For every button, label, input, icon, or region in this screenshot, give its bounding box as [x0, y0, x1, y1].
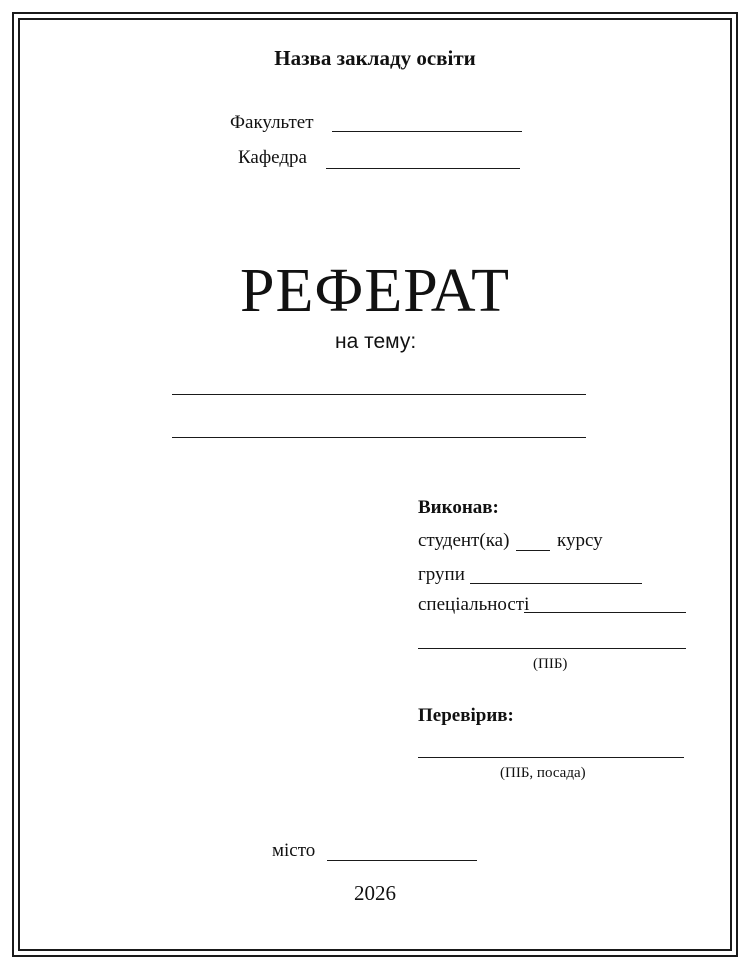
subject-blank-line-2 [172, 437, 586, 438]
performer-name-line [418, 648, 686, 649]
subject-label: на тему: [335, 330, 417, 353]
subject-blank-line-1 [172, 394, 586, 395]
performer-name-caption: (ПІБ) [533, 656, 568, 672]
course-blank-line [516, 550, 550, 551]
city-blank-line [327, 860, 477, 861]
city-label: місто [272, 840, 316, 861]
document-title: РЕФЕРАТ [240, 257, 510, 325]
page-border-outer [12, 12, 738, 957]
checker-name-caption: (ПІБ, посада) [500, 765, 586, 781]
institution-name: Назва закладу освіти [274, 46, 476, 70]
checked-heading: Перевірив: [418, 705, 514, 726]
specialty-label: спеціальності [418, 594, 530, 615]
specialty-blank-line [524, 612, 686, 613]
page-border-inner [18, 18, 732, 951]
faculty-label: Факультет [230, 112, 314, 133]
student-label: студент(ка) [418, 530, 510, 551]
faculty-blank-line [332, 131, 522, 132]
course-label: курсу [557, 530, 603, 551]
year: 2026 [354, 881, 396, 905]
checker-name-line [418, 757, 684, 758]
department-blank-line [326, 168, 520, 169]
group-blank-line [470, 583, 642, 584]
department-label: Кафедра [238, 147, 307, 168]
performed-heading: Виконав: [418, 497, 499, 518]
group-label: групи [418, 564, 465, 585]
